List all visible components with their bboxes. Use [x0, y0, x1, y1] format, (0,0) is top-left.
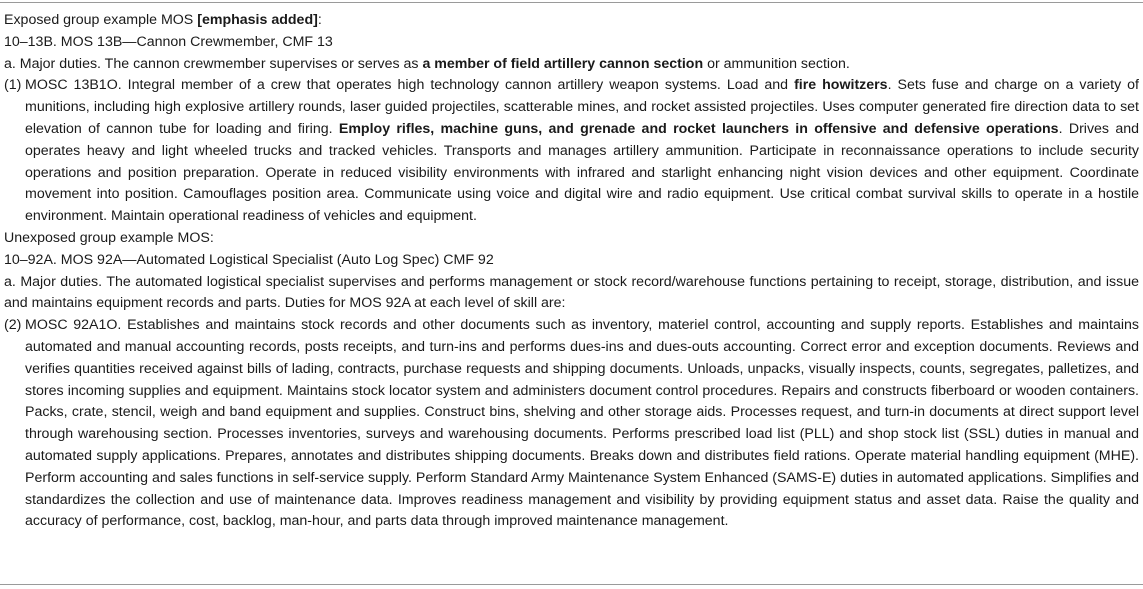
exposed-major-duties: a. Major duties. The cannon crewmember supervises or serves as a member of field artillery cannon section or ammunition section.	[4, 55, 850, 72]
unexposed-duty-text: MOSC 92A1O. Establishes and maintains stock records and other documents such as inventory, materiel control, accounting and supply reports. Establishes and maintains automated and manual accounting records, posts receipts, and turn-ins and performs dues-ins and dues-outs accounting. Correct error and exception documents. Reviews and verifies quantities received against bills of lading, contracts, purchase requests and shipping documents. Unloads, unpacks, visually inspects, counts, segregates, palletizes, and stores incoming supplies and equipment. Maintains stock locator system and administers document control procedures. Repairs and constructs fiberboard or wooden containers. Packs, crate, stencil, weigh and band equipment and supplies. Construct bins, shelving and other storage aids. Processes request, and turn-in documents at direct support level through warehousing section. Processes inventories, surveys and warehousing documents. Performs prescribed load list (PLL) and shop stock list (SSL) duties in manual and automated supply applications. Prepares, annotates and distributes shipping documents. Breaks down and distributes field rations. Operate material handling equipment (MHE). Perform accounting and sales functions in self-service supply. Perform Standard Army Maintenance System Enhanced (SAMS-E) duties in automated applications. Simplifies and standardizes the collection and use of maintenance data. Improves readiness management and visibility by providing equipment status and asset data. Raise the quality and accuracy of performance, cost, backlog, man-hour, and parts data through improved maintenance management.	[25, 317, 1139, 530]
unexposed-duty-item	[4, 315, 1139, 533]
unexposed-major-duties: a. Major duties. The automated logistical specialist supervises and performs management or stock record/warehouse functions pertaining to receipt, storage, distribution, and issue and maintains equipment records and parts. Duties for MOS 92A at each level of skill are:	[4, 273, 1139, 312]
exposed-duty-item	[4, 75, 1139, 228]
exposed-mos-title: 10–13B. MOS 13B—Cannon Crewmember, CMF 13	[4, 33, 333, 50]
emphasis-note: [emphasis added]	[197, 12, 318, 28]
unexposed-mos-title: 10–92A. MOS 92A—Automated Logistical Specialist (Auto Log Spec) CMF 92	[4, 251, 494, 268]
bottom-rule	[0, 584, 1143, 585]
item-number: (1)	[4, 77, 22, 94]
item-number: (2)	[4, 317, 22, 334]
exposed-duty-text: MOSC 13B1O. Integral member of a crew that operates high technology cannon artillery weapon systems. Load and fire howitzers. Sets fuse and charge on a variety of munitions, including high explosive artillery rounds, laser guided projectiles, scatterable mines, and rocket assisted projectiles. Uses computer generated fire direction data to set elevation of cannon tube for loading and firing. Employ rifles, machine guns, and grenade and rocket launchers in offensive and defensive operations. Drives and operates heavy and light wheeled trucks and tracked vehicles. Transports and manages artillery ammunition. Participate in reconnaissance operations to include security operations and position preparation. Operate in reduced visibility environments with infrared and starlight enhancing night vision devices and other equipment. Coordinate movement into position. Camouflages position area. Communicate using voice and digital wire and radio equipment. Use critical combat survival skills to operate in a hostile environment. Maintain operational readiness of vehicles and equipment.	[25, 77, 1140, 225]
top-rule	[0, 2, 1143, 3]
unexposed-heading: Unexposed group example MOS:	[4, 229, 214, 246]
exposed-heading: Exposed group example MOS [emphasis added]:	[4, 12, 322, 28]
